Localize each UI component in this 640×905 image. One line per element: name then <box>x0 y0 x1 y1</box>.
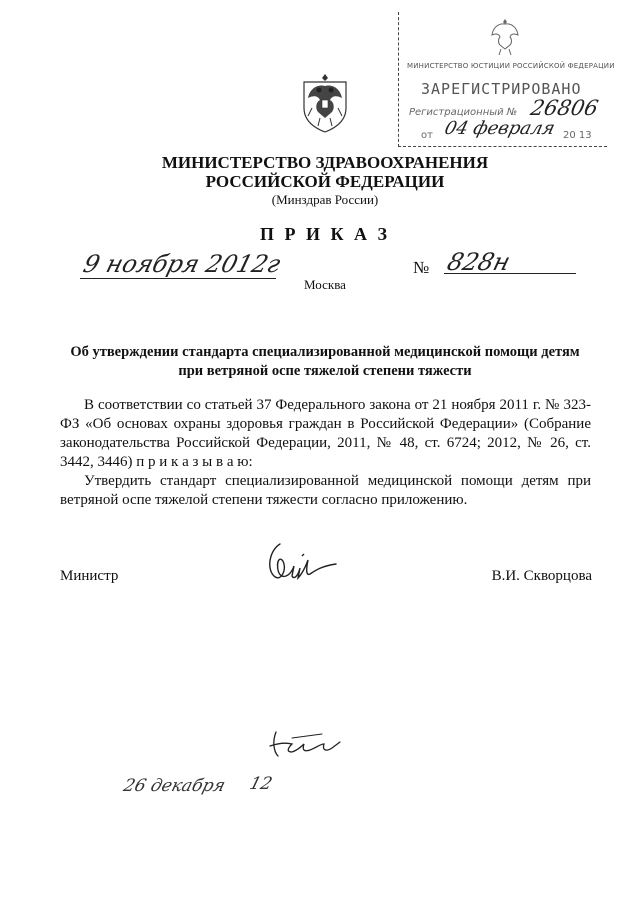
stamp-date-value: 04 февраля <box>442 118 558 139</box>
subject-line1: Об утверждении стандарта специализированной медицинской помощи детям <box>70 344 580 360</box>
stamp-registered-label: ЗАРЕГИСТРИРОВАНО <box>421 80 582 98</box>
signatory-name: В.И. Скворцова <box>491 568 592 584</box>
stamp-year-suffix: 20 13 <box>563 130 592 141</box>
signatory-title: Министр <box>60 568 119 584</box>
ministry-abbreviation: (Минздрав России) <box>271 192 379 207</box>
number-sign: № <box>413 258 430 277</box>
ministry-name-line1: МИНИСТЕРСТВО ЗДРАВООХРАНЕНИЯ <box>161 153 489 172</box>
order-date-handwritten: 9 ноября 2012г <box>80 250 284 278</box>
order-subject <box>60 343 590 381</box>
stamp-ministry-name: МИНИСТЕРСТВО ЮСТИЦИИ РОССИЙСКОЙ ФЕДЕРАЦИИ <box>407 62 615 70</box>
minister-signature <box>262 536 342 592</box>
bottom-handwritten-year: 12 <box>247 774 275 794</box>
body-paragraph-legal-basis: В соответствии со статьей 37 Федерального закона от 21 ноября 2011 г. № 323-ФЗ «Об основах охраны здоровья граждан в Российской Федерации» (Собрание законодательства Российской Федерации, 2011, № 48, ст. 6724; 2012, № 26, ст. 3442, 3446) п р и к а з ы в а ю: <box>60 397 591 470</box>
stamp-reg-number-value: 26806 <box>528 96 601 120</box>
registration-stamp <box>398 12 615 147</box>
order-number-handwritten: 828н <box>444 248 514 276</box>
subject-line2: при ветряной оспе тяжелой степени тяжести <box>178 363 472 379</box>
coat-of-arms-emblem <box>298 68 352 134</box>
number-underline <box>444 273 576 274</box>
date-underline <box>80 278 276 279</box>
bottom-handwritten-signature <box>262 722 352 772</box>
order-body <box>60 396 591 510</box>
document-type-title: П Р И К А З <box>259 224 391 244</box>
ministry-name <box>120 153 530 191</box>
stamp-date-label: от <box>421 130 433 141</box>
order-city: Москва <box>304 277 346 292</box>
stamp-emblem-icon <box>487 18 523 56</box>
body-paragraph-decision: Утвердить стандарт специализированной медицинской помощи детям при ветряной оспе тяжелой степени тяжести согласно приложению. <box>60 473 591 508</box>
bottom-handwritten-date: 26 декабря <box>121 776 228 796</box>
stamp-reg-number-label: Регистрационный № <box>409 107 518 118</box>
ministry-name-line2: РОССИЙСКОЙ ФЕДЕРАЦИИ <box>205 172 445 191</box>
